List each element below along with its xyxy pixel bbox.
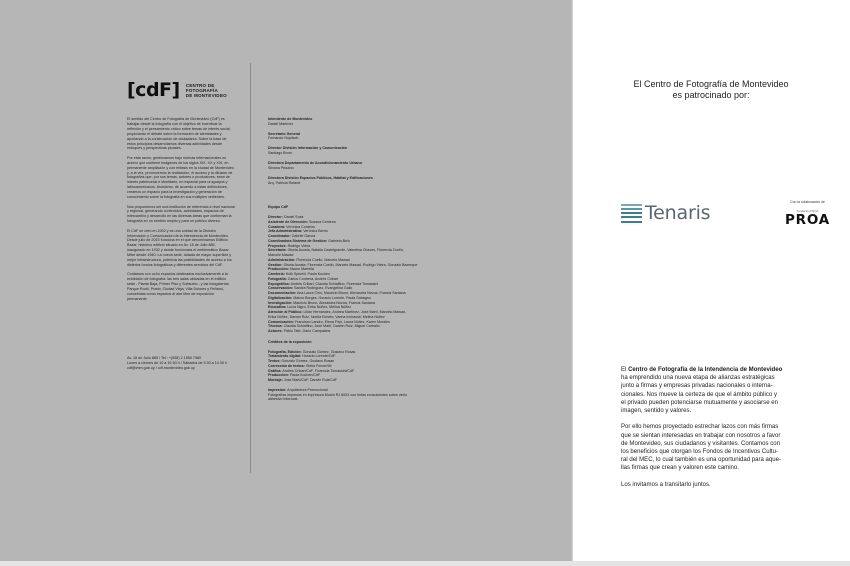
team-line (268, 329, 508, 334)
body-line: el privado pueden potenciarse mutuamente y asociarse en (621, 399, 778, 406)
team-role: Expográfica: (268, 281, 290, 286)
bottom-strip (0, 561, 850, 566)
print-note: Fotografías impresas en impresora Mutoh RJ 600X con tintas ecosolventes sobre vinilo (268, 392, 408, 397)
team-role: Proyectos: (268, 243, 287, 248)
team-role: Comunicación: (268, 319, 294, 324)
team-members: Verónica Berrio (302, 229, 328, 234)
team-role: Asistente de Dirección: (268, 219, 308, 224)
team-members: Andrés Cribari, Claudia Schiaffino, Florencia Tomassini (289, 281, 379, 286)
about-paragraph: El CdF se creó en 2002 y es una unidad de la División Información y Comunicación de la Intendencia de Montevideo. Desde julio de 2015 funciona en el que denominamos Edificio Bazar, histórico edificio situado en Av. 18 de Julio 885, inaugurado en 1932 y donde funcionara el emblemático Bazar Mitre desde 1940. La nueva sede, dotada de mayor superficie y mejor infraestructura, potencia las posibilidades de acceso a los distintos fondos fotográficos y diferentes servicios del CdF. (127, 228, 232, 267)
tenaris-stripes-icon (621, 204, 642, 223)
team-role: Secretaría: (268, 248, 287, 253)
proa-foundation-label: Fundación PROA (796, 209, 819, 213)
body-line: Por ello hemos proyectado estrechar lazos con más firmas (621, 424, 779, 431)
team-members: Daniel Sosa (282, 215, 304, 219)
team-members: Holk Spinelli, Paula Kochen (284, 272, 330, 276)
team-members: Mauricio Bruno, Alexandra Nóvoa, Francis Santana (292, 300, 375, 305)
team-members: Gabriela Belo (327, 238, 350, 243)
body-paragraph-2 (621, 423, 831, 472)
cdf-logo (127, 81, 227, 100)
body-line: llas firmas que crean y valoren este camino. (621, 465, 739, 472)
team-title: Equipo CdF (268, 205, 289, 210)
credit-role: Textos: (268, 359, 281, 363)
credit-role: Tratamiento digital: (268, 354, 302, 359)
credit-members: Andrés Cribari/CdF, Florencia Tomassini/CdF (281, 368, 355, 373)
team-members: Gabriel García (290, 234, 316, 238)
team-members: Lucía Nigro, Erika Núñez, Melina Núñez (286, 305, 352, 310)
credits-title: Créditos de la exposición (268, 339, 312, 344)
about-paragraph: Por esta razón, gestionamos bajo normas internacionales un acervo que contiene imágenes de los siglos XIX, XX y XXI, en permanente ampliación y con énfasis en la ciudad de Montevideo y, a la vez, promovemos la realización, el acceso y la difusión de fotografías que, por sus temas, autores o productores, sean de interés patrimonial e identitario, en especial para uruguayos y latinoamericanos. Asimismo, de acuerdo a estas definiciones, creamos un espacio para la investigación y generación de conocimiento sobre la fotografía en sus múltiples vertientes. (127, 155, 235, 200)
team-role: Jefa Administrativa: (268, 229, 303, 234)
team-role: Digitalización: (268, 295, 293, 300)
team-members: Florencia Cuello, Marcelo Mawad (295, 257, 350, 262)
body-line: los beneficios que otorgan los Fondos de Incentivos Cultu- (621, 449, 778, 456)
body-line: que se sientan interesadas en trabajar con nosotros a favor (621, 432, 781, 439)
credit-members: Gonzalo Gómez, Gustavo Rosas (301, 349, 356, 354)
team-role: Coordinadora Sistema de Gestión: (268, 238, 328, 243)
body-line: ral del MEC, lo cual también es una oportunidad para aque- (621, 457, 782, 464)
sponsor-title-line: es patrocinado por: (672, 90, 750, 100)
authority-name: Daniel Martínez (268, 121, 294, 126)
print-label: Impresión: (268, 387, 287, 392)
team-members: Pablo Tate, Darío Campalans (282, 329, 331, 333)
team-role: Coordinador: (268, 234, 291, 238)
team-role: Actores: (268, 329, 283, 333)
tenaris-logo (621, 203, 710, 223)
body-paragraph-1 (621, 366, 831, 415)
authority-name: Arq. Patricia Roland (268, 180, 300, 185)
team-members: Mauro Martella (288, 267, 314, 272)
print-note: adhesivo Intercoat. (268, 397, 299, 402)
team-role: Fotografía: (268, 276, 287, 281)
sponsor-title (572, 79, 850, 101)
logo-line: DE MONTEVIDEO (185, 93, 227, 99)
authority-name: Fernando Nopitsch (268, 136, 299, 141)
team-members: Gisela Acosta, Florencia Cuello, Marcelo Mawad, Rodrigo Vieira, Gonzalo Bazerque (282, 262, 418, 267)
logo-text (186, 83, 227, 99)
team-list (268, 215, 508, 334)
team-role: Investigación: (268, 300, 293, 305)
about-paragraph: Nos proponemos ser una institución de referencia a nivel nacional y regional, generando contenidos, actividades, espacios de intercambio y desarrollo en las diversas áreas que conforman la fotografía en un sentido amplio y para un público diverso. (127, 204, 235, 224)
tenaris-wordmark: Tenaris (645, 202, 711, 224)
credit-members: Paula Kochen/CdF (288, 373, 321, 378)
team-members: Verónica Cordeiro (285, 224, 315, 229)
authority-title: Director División Información y Comunicación (268, 146, 348, 151)
team-role: Curadora: (268, 224, 286, 229)
team-role: Educativa: (268, 305, 287, 310)
team-role: Conservación: (268, 286, 293, 291)
team-role: Administración: (268, 257, 296, 262)
proa-logo (780, 200, 835, 227)
credit-role: Fotografía, Edición: (268, 349, 302, 354)
about-paragraph: El sentido del Centro de Fotografía de Montevideo (CdF) es trabajar desde la fotografía con el objetivo de incentivar la reflexión y el pensamiento crítico sobre temas de interés social, propiciando el debate sobre la formación de identidades y aportando a la construcción de ciudadanía. Sobre la base de estos principios desarrollamos diversas actividades desde enfoques y perspectivas plurales. (127, 117, 231, 151)
credit-role: Montaje: (268, 378, 283, 382)
team-members: Sandra Rodríguez, Evangelina Gallo (292, 286, 353, 291)
address-line: cdf@imm.gub.uy / cdf.montevideo.gub.uy (127, 365, 195, 370)
body-line: de Montevideo, sus ciudadanos y visitantes. Contamos con (621, 440, 780, 447)
authority-block (268, 132, 508, 142)
credit-members: Gonzalo Gómez, Gustavo Rosas (280, 359, 335, 363)
authority-title: Directora División Espacios Públicos, Hábitat y Edificaciones (268, 175, 373, 180)
body-line: ha emprendido una nueva etapa de alianzas estratégicas (621, 375, 775, 382)
authority-block (268, 176, 508, 186)
credit-line (268, 378, 508, 383)
credit-members: Stella Forner/IM (304, 363, 332, 368)
authority-block (268, 161, 508, 171)
credit-members: Horacio Lorente/CdF (301, 354, 336, 359)
body-paragraph-3: Los invitamos a transitarlo juntos. (621, 481, 711, 488)
team-role: Gestión: (268, 262, 283, 267)
team-role: Técnica: (268, 324, 283, 329)
address-line: Av. 18 de Julio 885 / Tel.: +(598) 2 1950 7960 (127, 355, 202, 360)
team-members: Maicor Borges, Horacio Lorente, Paola Satragno (292, 295, 371, 300)
team-role: Atención al Público: (268, 310, 303, 314)
address-block (127, 356, 235, 371)
credits-list (268, 350, 508, 383)
team-role: Producción: (268, 267, 289, 272)
print-value: Arquitectura Promocional (286, 387, 328, 392)
sponsor-title-line: El Centro de Fotografía de Montevideo (633, 79, 789, 89)
print-block (268, 388, 508, 402)
credit-members: Jose Martí/CdF, Darwin Ruiz/CdF (282, 378, 338, 382)
authority-block (268, 117, 508, 127)
team-members: Francisco Landro, Elena Firpi, Laura Núñez, Karen Morales (293, 319, 390, 324)
credit-role: Corrección de textos: (268, 363, 305, 368)
authority-title: Intendente de Montevideo (268, 117, 313, 121)
authority-name: Santiago Brum (268, 151, 292, 156)
body-line: cionales. Nos mueve la certeza de que el ámbito público y (621, 391, 777, 398)
team-members: Rodrigo Vieira (286, 243, 311, 248)
body-line: junto a firmas y empresas privadas nacionales o interna- (621, 383, 773, 390)
credit-role: Producción: (268, 373, 289, 378)
authority-block (268, 146, 508, 156)
team-role: Caretería: (268, 272, 285, 276)
logo-mark: [cdF] (127, 79, 180, 101)
body-line: imagen, sentido y valores. (621, 408, 692, 415)
credit-role: Gráfica: (268, 368, 282, 373)
team-members: Gisela Acosta, Natalia Castelgrande, Valentina Chaves, Florencia Cuello, (286, 248, 404, 253)
intro-bold: Centro de Fotografía de la Intendencia de Montevideo (628, 367, 783, 373)
team-role: Documentación: (268, 291, 297, 295)
logo-line: CENTRO DE (185, 82, 215, 88)
logo-line: FOTOGRAFÍA (185, 87, 219, 93)
team-members: Claudia Schiaffino, José Martí, Darwin Ruiz, Miguel Carballo (282, 324, 380, 329)
team-members: Lilián Hernández, Andrea Martínez, José Martí, Marcelo Mawad, (302, 310, 407, 314)
authority-title: Secretario General (268, 131, 300, 136)
proa-collab-label: Con la colaboración de (790, 200, 825, 204)
proa-wordmark: PROA (784, 212, 831, 228)
body-line: El Centro de Fotografía de la Intendencia de Montevideo (621, 367, 783, 373)
address-line: Lunes a viernes de 10 a 19.30 h / Sábados de 9.30 a 14.30 h (127, 360, 228, 365)
credits-column (268, 117, 508, 402)
team-members: Ana Laura Cirio, Mauricio Bruno, Alexandra Nóvoa, Francis Santana (296, 291, 406, 295)
team-members: Marcelo Mawad (268, 253, 294, 257)
sponsor-body (621, 366, 831, 497)
authority-name: Silvana Pissano (268, 165, 294, 170)
authority-title: Directora Departamento de Acondicionamiento Urbano (268, 161, 362, 166)
team-role: Director: (268, 215, 283, 219)
team-members: Erika Núñez, Darwin Ruiz, Noelia Echeto, Varina Inchausti, Melina Núñez (268, 314, 385, 319)
about-paragraph: Contamos con ocho espacios destinados exclusivamente a la exhibición de fotografía: las tres salas ubicadas en el edificio sede - Planta Baja, Primer Piso y Subsuelo - y las fotogalerías Parque Rodó, Prado, Ciudad Vieja, Villa Dolores y Peñarol, concebidas como espacios al aire libre de exposición permanente. (127, 272, 229, 301)
column-divider (250, 63, 251, 473)
about-column (127, 117, 235, 371)
team-members: Carlos Contrera, Andrés Cribari (286, 276, 338, 281)
team-members: Susana Centeno (307, 219, 336, 224)
